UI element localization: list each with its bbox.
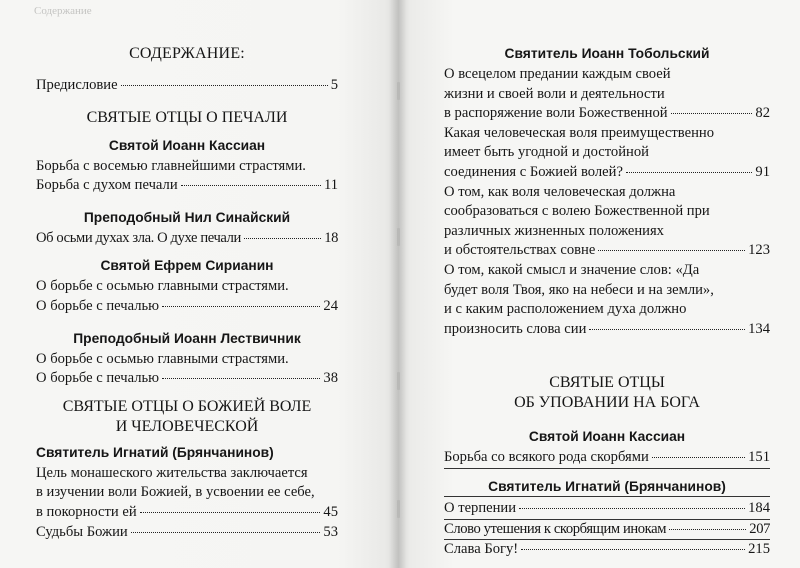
- toc-entry[interactable]: О том, как воля человеческая должна сообразоваться с волею Божественной при различных жизненных положениях и обстоятельствах совне 123: [444, 183, 770, 261]
- right-page: [398, 0, 800, 568]
- page-number: 215: [748, 541, 770, 558]
- binding-stitch: [397, 372, 400, 390]
- binding-stitch: [397, 500, 400, 518]
- toc-entry[interactable]: О борьбе с осьмью главными страстями. О борьбе с печалью 24: [36, 277, 338, 316]
- page-number: 207: [749, 520, 770, 537]
- right-toc-column: [444, 44, 770, 560]
- toc-entry-preface[interactable]: Предисловие 5: [36, 76, 338, 96]
- toc-entry[interactable]: О всецелом предании каждым своей жизни и своей воли и деятельности в распоряжение воли Божественной 82: [444, 65, 770, 124]
- page-number: 45: [323, 503, 338, 520]
- author-heading: Преподобный Иоанн Лествичник: [73, 330, 301, 346]
- page-number: 38: [323, 370, 338, 387]
- section-title-sorrow: СВЯТЫЕ ОТЦЫ О ПЕЧАЛИ: [86, 108, 288, 126]
- author-heading: Святитель Игнатий (Брянчанинов): [444, 477, 770, 497]
- page-number: 11: [323, 177, 338, 194]
- running-head: Содержание: [34, 5, 92, 17]
- toc-entry[interactable]: Об осьми духах зла. О духе печали 18: [36, 229, 338, 249]
- toc-entry[interactable]: О борьбе с осьмью главными страстями. О борьбе с печалью 38: [36, 350, 338, 389]
- page-number: 5: [330, 77, 338, 93]
- section-title-hope: СВЯТЫЕ ОТЦЫ ОБ УПОВАНИИ НА БОГА: [514, 374, 700, 412]
- page-number: 53: [323, 523, 338, 540]
- left-toc-column: [36, 44, 338, 542]
- author-heading: Святитель Игнатий (Брянчанинов): [36, 444, 274, 460]
- page-number: 91: [755, 163, 770, 180]
- toc-entry[interactable]: О том, какой смысл и значение слов: «Да будет воля Твоя, яко на небеси и на земли», и с каким расположением духа должно произносить слова сии 134: [444, 261, 770, 339]
- toc-entry[interactable]: Какая человеческая воля преимущественно имеет быть угодной и достойной соединения с Божией волей? 91: [444, 124, 770, 183]
- page-number: 134: [748, 320, 770, 337]
- toc-entry[interactable]: Борьба со всякого рода скорбями 151: [444, 448, 770, 469]
- page-number: 18: [324, 229, 338, 246]
- toc-heading: СОДЕРЖАНИЕ:: [129, 45, 245, 62]
- author-heading: Святитель Иоанн Тобольский: [504, 46, 710, 61]
- author-heading: Святой Иоанн Кассиан: [108, 137, 266, 153]
- page-number: 123: [748, 242, 770, 259]
- binding-stitch: [397, 82, 400, 100]
- section-title-will: СВЯТЫЕ ОТЦЫ О БОЖИЕЙ ВОЛЕ И ЧЕЛОВЕЧЕСКОЙ: [62, 397, 312, 435]
- page-number: 82: [755, 105, 770, 122]
- toc-entry[interactable]: Цель монашеского жительства заключается в изучении воли Божией, в усвоении ее себе, в покорности ей 45: [36, 464, 338, 523]
- toc-entry[interactable]: О терпении 184: [444, 499, 770, 520]
- author-heading: Святой Ефрем Сирианин: [100, 258, 274, 274]
- toc-entry[interactable]: Судьбы Божии 53: [36, 523, 338, 543]
- author-heading: Преподобный Нил Синайский: [83, 209, 291, 225]
- left-page: [0, 0, 398, 568]
- author-heading: Святой Иоанн Кассиан: [528, 429, 686, 445]
- binding-stitch: [397, 228, 400, 246]
- page-number: 184: [748, 499, 770, 516]
- page-number: 151: [748, 449, 770, 466]
- toc-entry[interactable]: Слава Богу! 215: [444, 540, 770, 560]
- page-number: 24: [323, 297, 338, 314]
- toc-entry[interactable]: Борьба с восемью главнейшими страстями. Борьба с духом печали 11: [36, 157, 338, 196]
- toc-entry[interactable]: Слово утешения к скорбящим инокам 207: [444, 520, 770, 541]
